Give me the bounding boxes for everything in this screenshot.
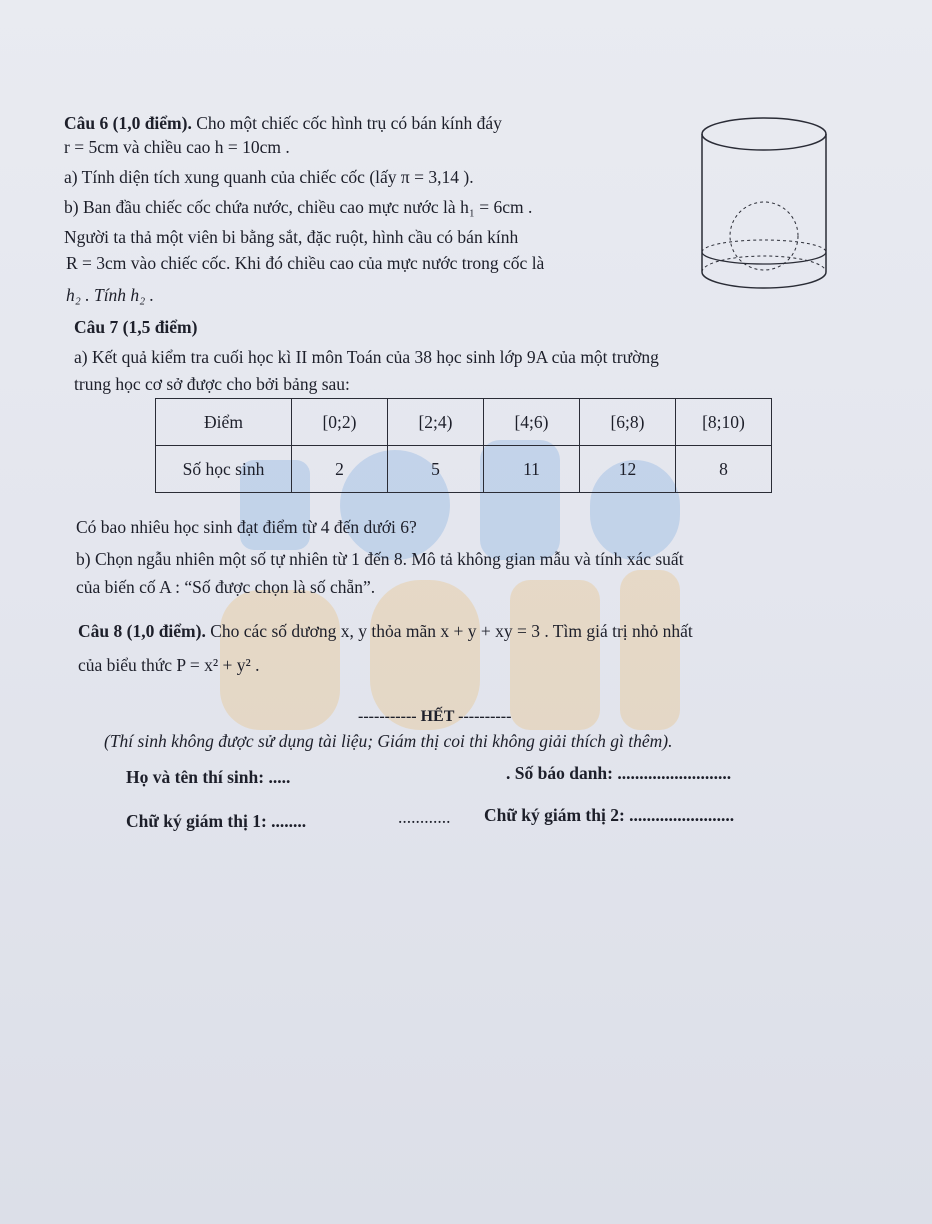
candidate-name-label: Họ và tên thí sinh: ..... bbox=[126, 767, 291, 787]
table-cell: [0;2) bbox=[292, 399, 388, 446]
table-cell: 2 bbox=[292, 446, 388, 493]
table-cell: [2;4) bbox=[388, 399, 484, 446]
table-header-diem: Điểm bbox=[156, 399, 292, 446]
q7-line2: trung học cơ sở được cho bởi bảng sau: bbox=[74, 374, 350, 394]
q6-line1 bbox=[64, 112, 502, 134]
candidate-id-label: . Số báo danh: .......................... bbox=[506, 763, 732, 783]
q7-title: Câu 7 (1,5 điểm) bbox=[74, 317, 198, 337]
table-cell: 8 bbox=[676, 446, 772, 493]
table-header-so-hoc-sinh: Số học sinh bbox=[156, 446, 292, 493]
score-table bbox=[155, 398, 772, 493]
table-cell: [6;8) bbox=[580, 399, 676, 446]
q7-line1: a) Kết quả kiểm tra cuối học kì II môn Toán của 38 học sinh lớp 9A của một trường bbox=[74, 347, 659, 367]
end-mark: ----------- HẾT ---------- bbox=[358, 708, 512, 725]
exam-note: (Thí sinh không được sử dụng tài liệu; Giám thị coi thi không giải thích gì thêm). bbox=[104, 731, 673, 751]
table-cell: 12 bbox=[580, 446, 676, 493]
q8-line1 bbox=[78, 620, 693, 642]
table-cell: 5 bbox=[388, 446, 484, 493]
table-row bbox=[156, 399, 772, 446]
q6-line6: R = 3cm vào chiếc cốc. Khi đó chiều cao của mực nước trong cốc là bbox=[66, 253, 545, 273]
invigilator2-signature-label: Chữ ký giám thị 2: ........................ bbox=[484, 805, 735, 825]
q6-line1-text: Cho một chiếc cốc hình trụ có bán kính đáy bbox=[191, 113, 502, 133]
table-cell: [4;6) bbox=[484, 399, 580, 446]
q6-line7: h₂ . Tính h₂ . bbox=[66, 285, 155, 305]
q8-title: Câu 8 (1,0 điểm). bbox=[78, 621, 206, 641]
q6-line5: Người ta thả một viên bi bằng sắt, đặc ruột, hình cầu có bán kính bbox=[64, 227, 519, 247]
cylinder-figure bbox=[698, 112, 830, 302]
table-row bbox=[156, 446, 772, 493]
q6-line4: b) Ban đầu chiếc cốc chứa nước, chiều cao mực nước là h₁ = 6cm . bbox=[64, 197, 533, 217]
invigilator1-signature-label: Chữ ký giám thị 1: ........ bbox=[126, 811, 307, 831]
q8-line2: của biểu thức P = x² + y² . bbox=[78, 655, 260, 675]
q6-line3: a) Tính diện tích xung quanh của chiếc cốc (lấy π = 3,14 ). bbox=[64, 167, 474, 187]
q6-title: Câu 6 (1,0 điểm). bbox=[64, 113, 192, 133]
q8-line1-text: Cho các số dương x, y thỏa mãn x + y + xy = 3 . Tìm giá trị nhỏ nhất bbox=[205, 621, 693, 641]
table-cell: 11 bbox=[484, 446, 580, 493]
table-cell: [8;10) bbox=[676, 399, 772, 446]
signature-gap-dots: ............ bbox=[398, 807, 451, 827]
q6-line2: r = 5cm và chiều cao h = 10cm . bbox=[64, 137, 290, 157]
q7-b-line2: của biến cố A : “Số được chọn là số chẵn”. bbox=[76, 577, 376, 597]
q7-question: Có bao nhiêu học sinh đạt điểm từ 4 đến dưới 6? bbox=[76, 517, 417, 537]
q7-b-line1: b) Chọn ngẫu nhiên một số tự nhiên từ 1 đến 8. Mô tả không gian mẫu và tính xác suất bbox=[76, 549, 684, 569]
